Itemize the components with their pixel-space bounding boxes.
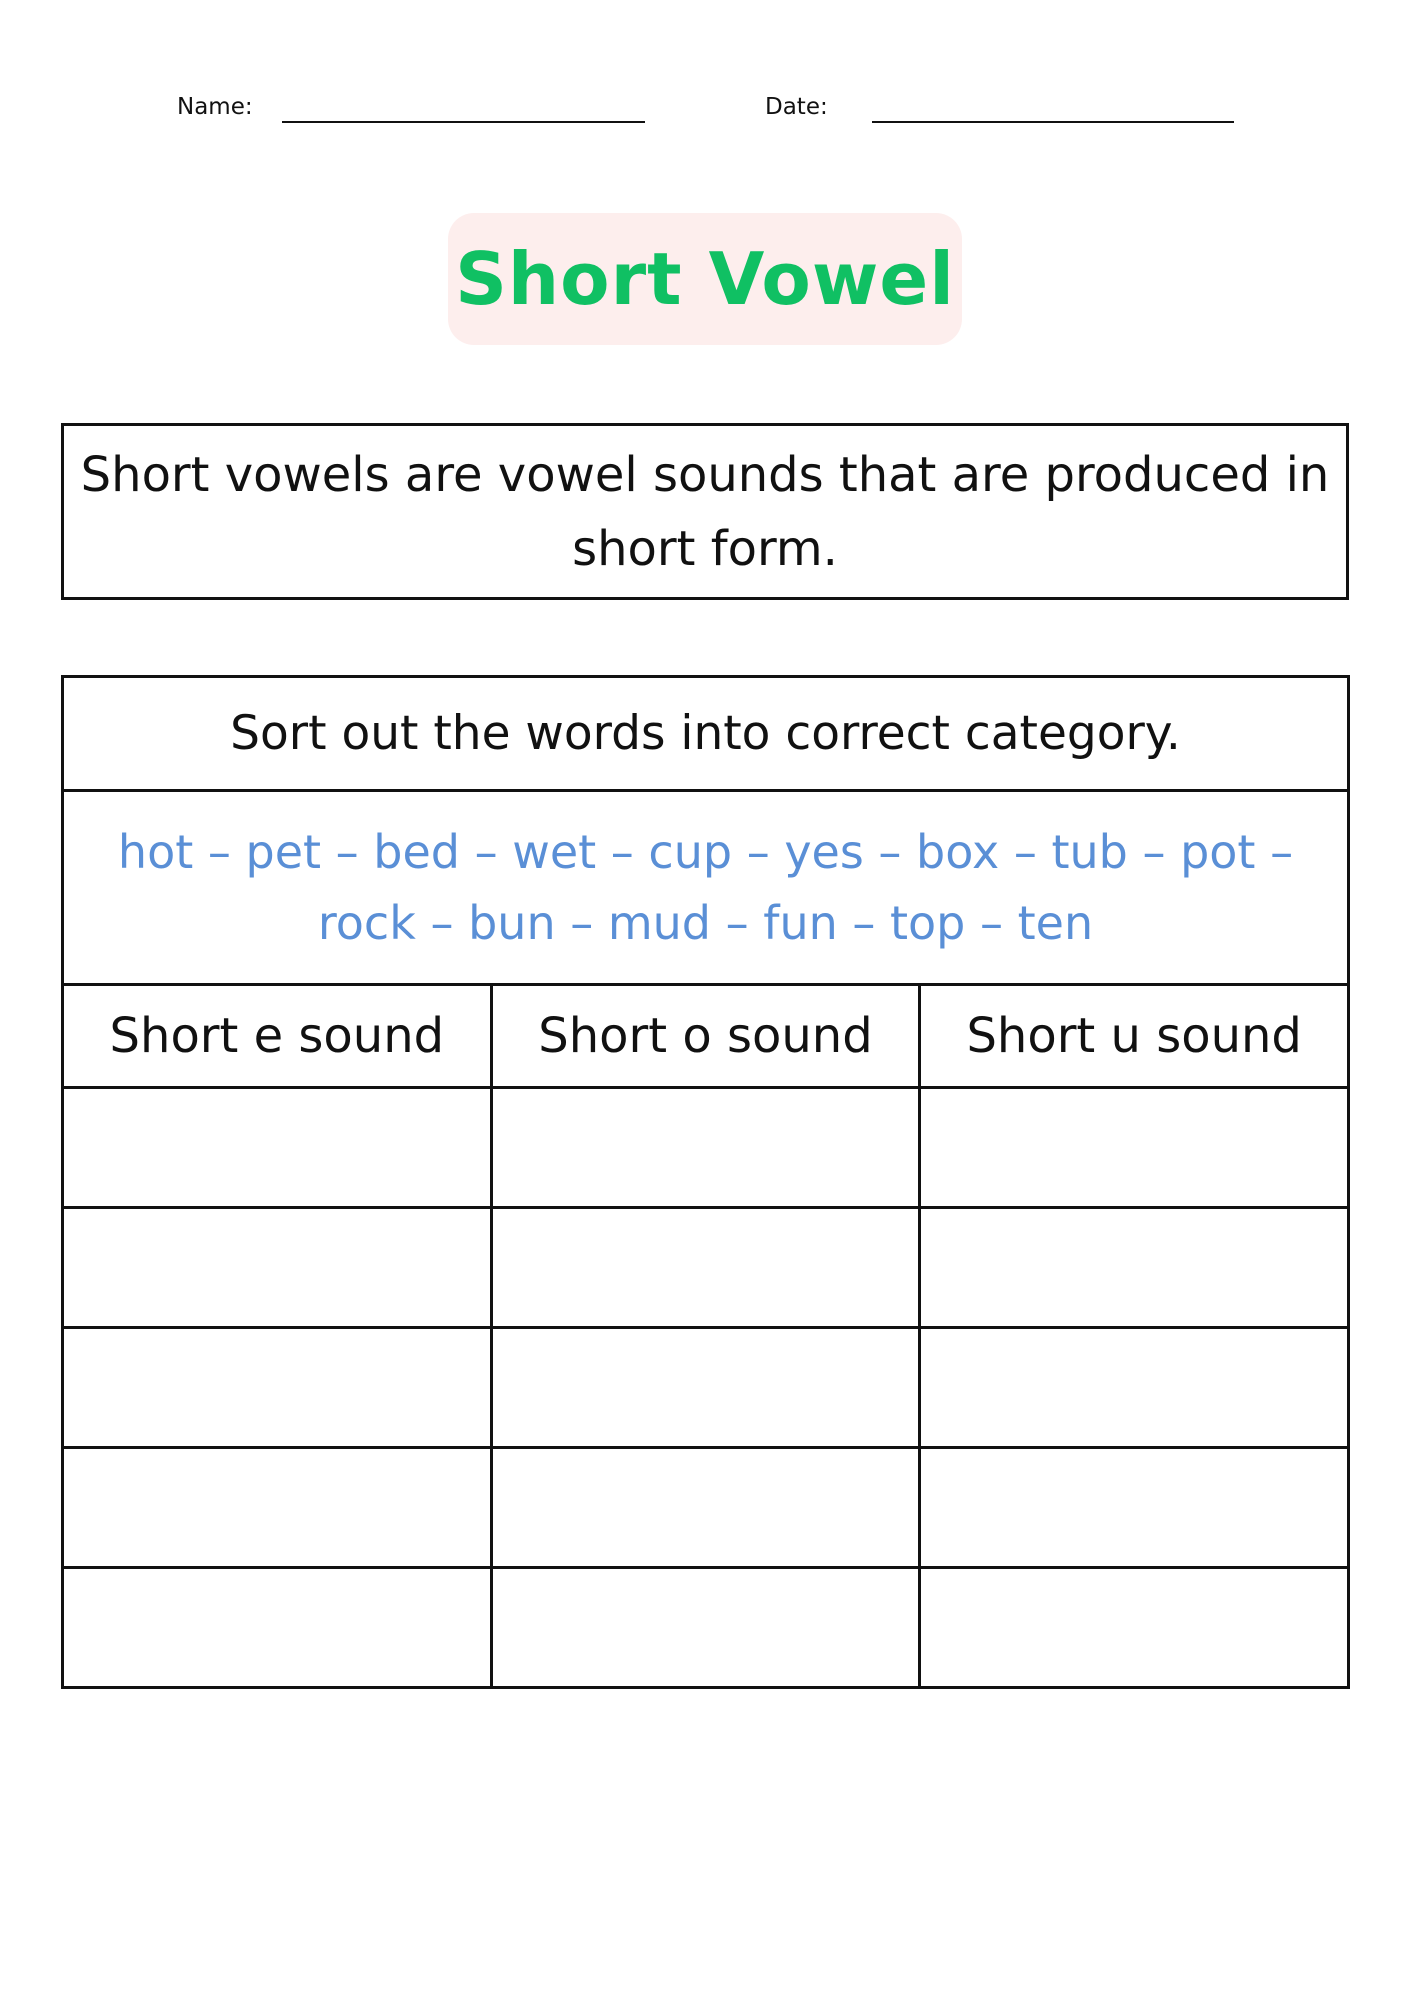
column-header-short-e: Short e sound [63, 985, 492, 1088]
instruction-text: Sort out the words into correct category. [63, 677, 1349, 791]
answer-cell[interactable] [491, 1568, 920, 1688]
title-banner [448, 213, 962, 345]
definition-text: Short vowels are vowel sounds that are produced in short form. [80, 446, 1330, 577]
word-bank: hot – pet – bed – wet – cup – yes – box – tub – pot – rock – bun – mud – fun – top – ten [63, 791, 1349, 985]
definition-box [61, 423, 1349, 600]
answer-cell[interactable] [63, 1448, 492, 1568]
table-row [63, 1328, 1349, 1448]
answer-cell[interactable] [491, 1448, 920, 1568]
table-row [63, 1448, 1349, 1568]
answer-cell[interactable] [920, 1088, 1349, 1208]
name-line[interactable] [282, 121, 645, 123]
table-row [63, 1088, 1349, 1208]
date-line[interactable] [872, 121, 1234, 123]
answer-cell[interactable] [491, 1088, 920, 1208]
answer-cell[interactable] [491, 1208, 920, 1328]
answer-cell[interactable] [491, 1328, 920, 1448]
table-row [63, 1568, 1349, 1688]
name-label: Name: [177, 94, 253, 120]
column-header-short-u: Short u sound [920, 985, 1349, 1088]
table-row [63, 1208, 1349, 1328]
sorting-table [61, 675, 1350, 1689]
answer-cell[interactable] [920, 1448, 1349, 1568]
answer-cell[interactable] [63, 1328, 492, 1448]
answer-cell[interactable] [920, 1328, 1349, 1448]
answer-cell[interactable] [920, 1568, 1349, 1688]
answer-cell[interactable] [63, 1208, 492, 1328]
answer-cell[interactable] [63, 1568, 492, 1688]
date-label: Date: [765, 94, 828, 120]
page-title: Short Vowel [455, 237, 955, 321]
answer-cell[interactable] [63, 1088, 492, 1208]
column-header-short-o: Short o sound [491, 985, 920, 1088]
answer-cell[interactable] [920, 1208, 1349, 1328]
